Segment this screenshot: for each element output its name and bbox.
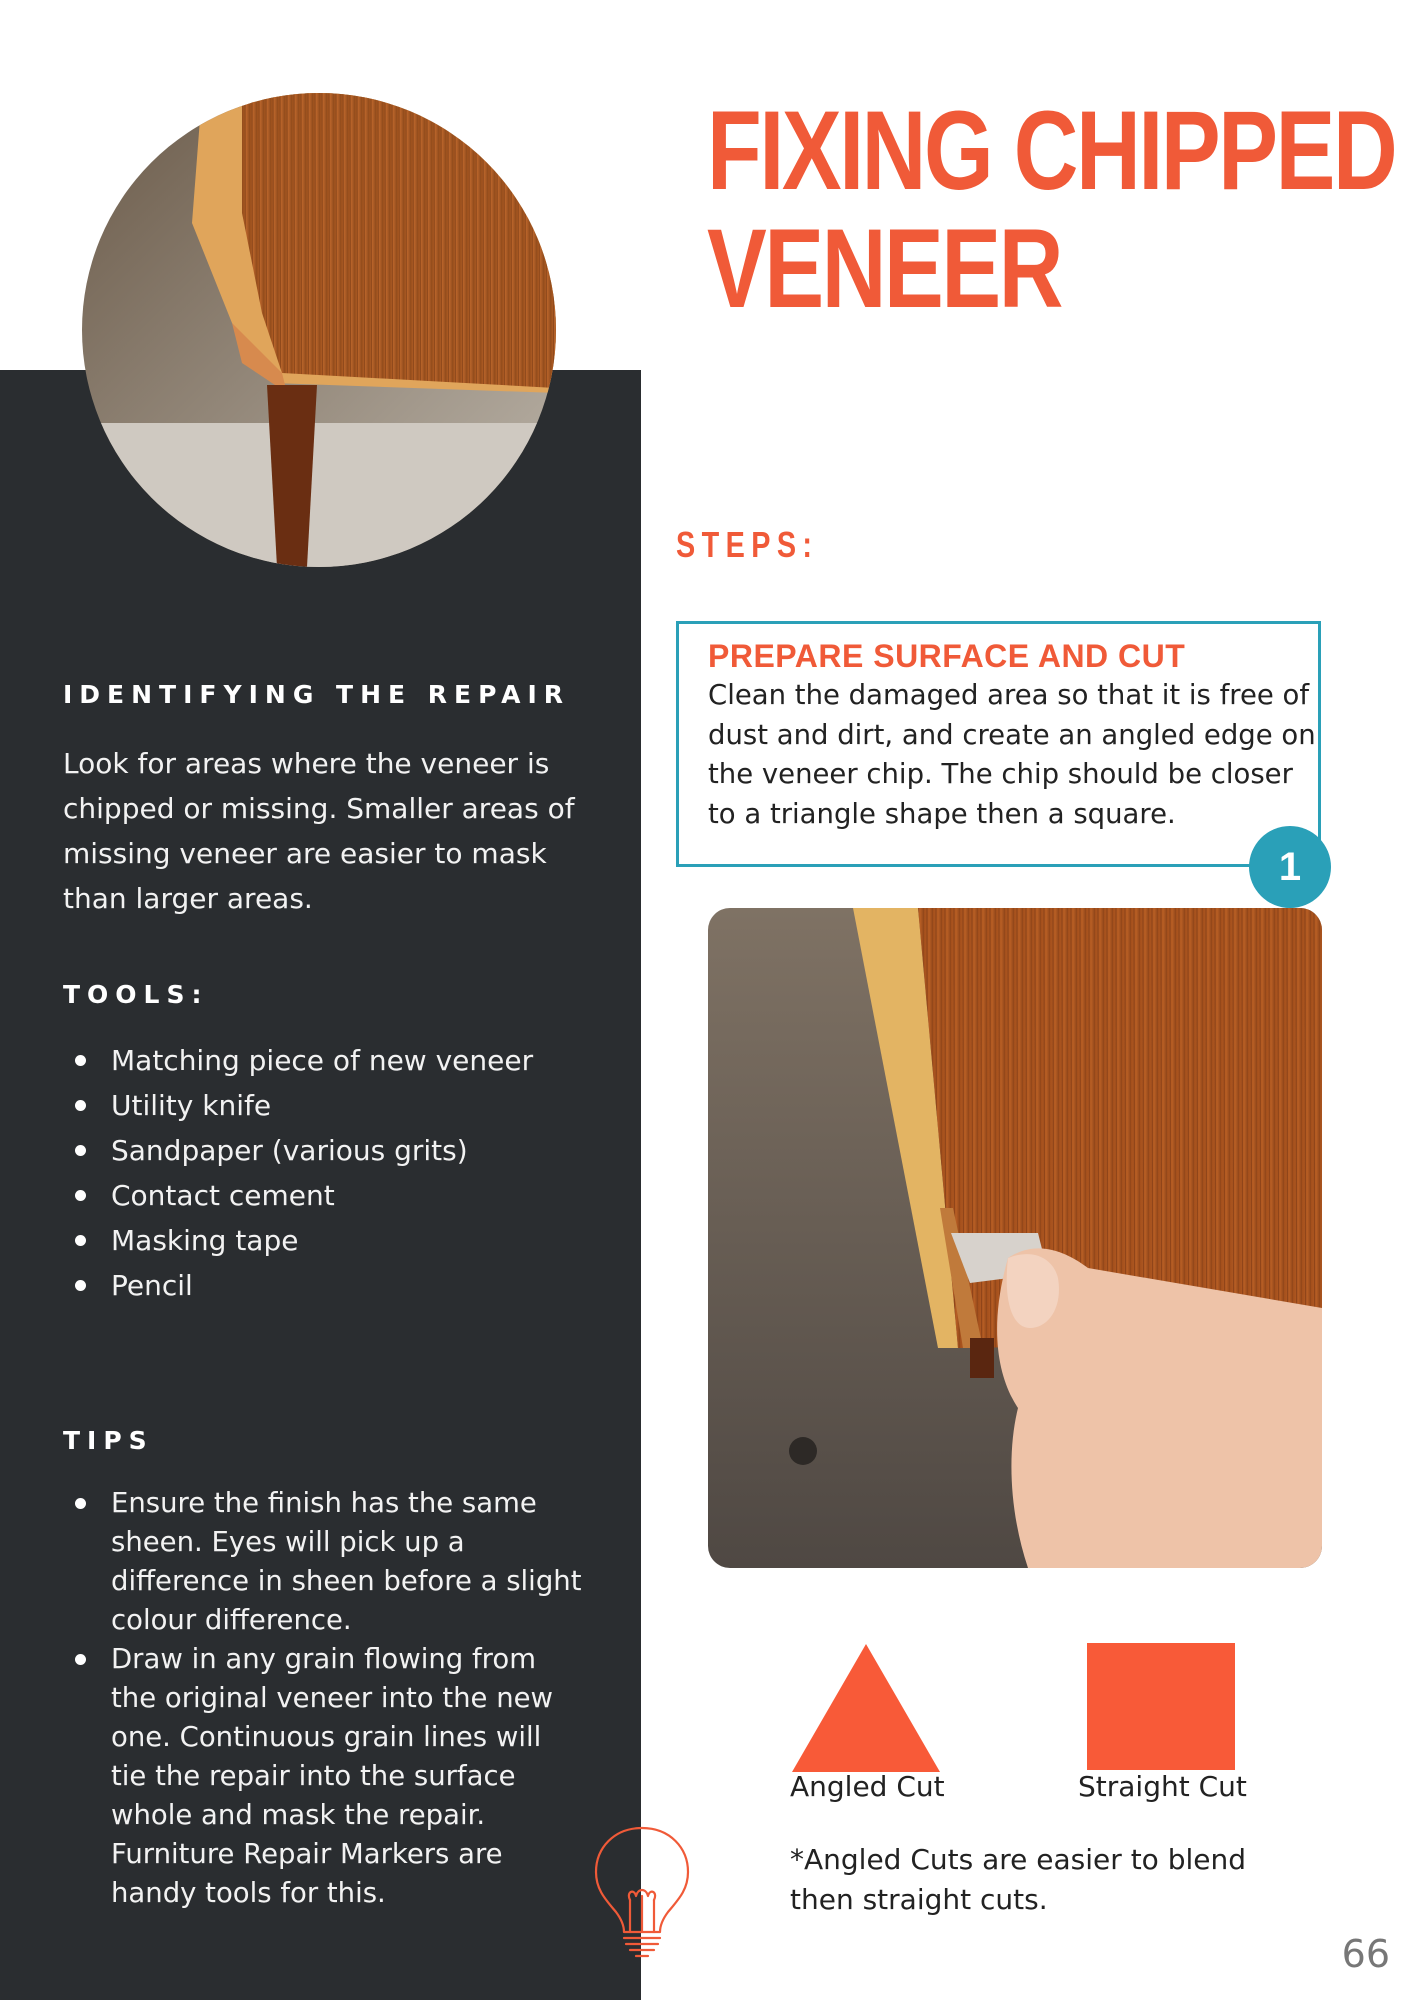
identifying-line: missing veneer are easier to mask: [63, 837, 547, 870]
straight-cut-square: [1087, 1643, 1235, 1770]
list-item: Utility knife: [63, 1083, 533, 1128]
page-title: [707, 88, 1396, 331]
identifying-text: [63, 741, 623, 921]
tips-heading: TIPS: [63, 1426, 154, 1455]
straight-cut-label: Straight Cut: [1078, 1770, 1247, 1803]
angled-cut-triangle: [792, 1644, 940, 1772]
list-item: Matching piece of new veneer: [63, 1038, 533, 1083]
list-item: Contact cement: [63, 1173, 533, 1218]
tips-list: [63, 1484, 583, 1913]
step-1-title: PREPARE SURFACE AND CUT: [708, 638, 1186, 674]
identifying-heading: IDENTIFYING THE REPAIR: [63, 680, 571, 709]
angled-cut-note: *Angled Cuts are easier to blend then straight cuts.: [790, 1843, 1246, 1916]
identifying-line: Look for areas where the veneer is: [63, 747, 550, 780]
lightbulb-icon: [590, 1822, 694, 1962]
list-item: Masking tape: [63, 1218, 533, 1263]
page-number: 66: [1341, 1932, 1390, 1976]
list-item: Pencil: [63, 1263, 533, 1308]
step-1-text: Clean the damaged area so that it is free of dust and dirt, and create an angled edge on the veneer chip. The chip should be closer to a triangle shape then a square.: [708, 679, 1316, 830]
list-item: Ensure the finish has the same sheen. Eyes will pick up a difference in sheen before a slight colour difference.: [63, 1484, 583, 1640]
step-1-number-badge: 1: [1249, 826, 1331, 908]
list-item: Draw in any grain flowing from the original veneer into the new one. Continuous grain lines will tie the repair into the surface whole and mask the repair. Furniture Repair Markers are handy tools for this.: [63, 1640, 583, 1913]
angled-cut-label: Angled Cut: [790, 1770, 945, 1803]
tools-heading: TOOLS:: [63, 980, 209, 1009]
steps-label: STEPS:: [676, 524, 819, 565]
list-item: Sandpaper (various grits): [63, 1128, 533, 1173]
title-line-1: FIXING CHIPPED: [707, 88, 1396, 213]
veneer-photo-circle: [82, 93, 556, 567]
tools-list: [63, 1038, 533, 1308]
step-1-photo: [708, 908, 1322, 1568]
identifying-line: chipped or missing. Smaller areas of: [63, 792, 575, 825]
identifying-line: than larger areas.: [63, 882, 313, 915]
title-line-2: VENEER: [707, 206, 1062, 331]
